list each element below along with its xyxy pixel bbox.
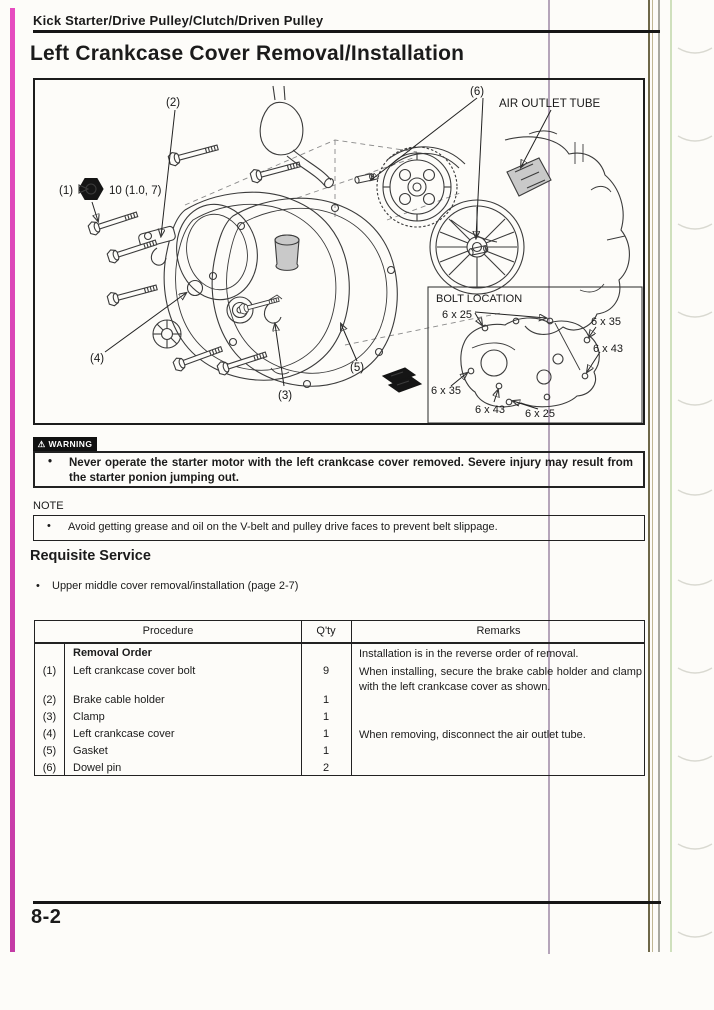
warning-box xyxy=(33,451,645,488)
bullet: • xyxy=(36,580,40,592)
remarks-text: When removing, disconnect the air outlet tube. xyxy=(359,729,586,741)
page-number: 8-2 xyxy=(31,906,62,928)
removal-order-label: Removal Order xyxy=(73,647,152,659)
row-qty: 1 xyxy=(322,745,330,757)
left-crankcase-cover xyxy=(153,192,349,380)
torque-nut-icon xyxy=(79,179,103,200)
header-rule xyxy=(33,30,660,33)
row-qty: 1 xyxy=(322,728,330,740)
requisite-service-item xyxy=(36,580,298,592)
page-edge-line xyxy=(658,0,660,952)
bullet: • xyxy=(48,456,53,468)
note-box xyxy=(33,515,645,541)
inset-bolt-points xyxy=(468,318,590,405)
page-edge-line xyxy=(670,0,672,952)
exploded-view-diagram xyxy=(35,80,643,423)
callout-5-label: (5) xyxy=(350,362,365,374)
air-outlet-tube-label: AIR OUTLET TUBE xyxy=(499,98,601,110)
bolt-location-inset xyxy=(428,287,642,423)
air-outlet-duct xyxy=(507,158,551,196)
row-num: (6) xyxy=(42,762,57,774)
inset-bolt-label: 6 x 43 xyxy=(593,343,623,355)
row-num: (5) xyxy=(42,745,57,757)
inset-bolt-label: 6 x 25 xyxy=(525,408,555,420)
page-title: Left Crankcase Cover Removal/Installation xyxy=(30,42,465,65)
inset-bolt-label: 6 x 43 xyxy=(475,404,505,416)
warning-tab-label: WARNING xyxy=(48,439,93,449)
page-edge-line xyxy=(652,0,653,952)
requisite-service-heading: Requisite Service xyxy=(30,548,151,564)
row-procedure: Gasket xyxy=(73,745,108,757)
warning-tab xyxy=(33,437,97,451)
remarks-text: Installation is in the reverse order of removal. xyxy=(359,648,579,660)
footer-rule xyxy=(33,901,661,904)
warning-triangle-icon: ⚠ xyxy=(37,438,46,449)
left-edge-scan-line xyxy=(10,8,15,952)
warning-text: Never operate the starter motor with the left crankcase cover removed. Severe injury may result from the starter ponion jumping out. xyxy=(69,457,633,484)
callout-3-label: (3) xyxy=(278,390,293,402)
callout-6-label: (6) xyxy=(470,86,485,98)
row-procedure: Dowel pin xyxy=(73,762,122,774)
page-edge-line xyxy=(648,0,650,952)
inset-bolt-label: 6 x 35 xyxy=(431,385,461,397)
row-procedure: Left crankcase cover xyxy=(73,728,175,740)
row-qty: 1 xyxy=(322,694,330,706)
table-divider xyxy=(64,643,65,775)
row-num: (3) xyxy=(42,711,57,723)
requisite-service-item-text: Upper middle cover removal/installation (page 2-7) xyxy=(52,580,299,592)
row-procedure: Left crankcase cover bolt xyxy=(73,665,196,677)
callout-2-label: (2) xyxy=(166,97,181,109)
thumb-index-notches xyxy=(676,0,714,1010)
new-part-icon xyxy=(383,368,421,392)
inset-title: BOLT LOCATION xyxy=(436,293,523,305)
column-header-qty: Q'ty xyxy=(316,625,336,637)
note-label: NOTE xyxy=(33,500,64,512)
column-header-procedure: Procedure xyxy=(142,625,194,637)
table-divider xyxy=(351,621,352,775)
row-qty: 9 xyxy=(322,665,330,677)
row-num: (2) xyxy=(42,694,57,706)
bullet: • xyxy=(47,520,51,532)
row-procedure: Brake cable holder xyxy=(73,694,165,706)
torque-spec-label: 10 (1.0, 7) xyxy=(109,185,162,197)
breadcrumb: Kick Starter/Drive Pulley/Clutch/Driven Pulley xyxy=(33,13,324,28)
row-qty: 1 xyxy=(322,711,330,723)
note-text: Avoid getting grease and oil on the V-belt and pulley drive faces to prevent belt slippage. xyxy=(68,521,498,533)
table-header-rule xyxy=(35,642,644,644)
row-procedure: Clamp xyxy=(73,711,105,723)
procedure-table xyxy=(34,620,645,776)
remarks-text: When installing, secure the brake cable holder and clamp with the left crankcase cover as shown. xyxy=(359,666,642,693)
inset-bolt-label: 6 x 25 xyxy=(442,309,472,321)
row-num: (1) xyxy=(42,665,57,677)
callout-1-label: (1) xyxy=(59,185,74,197)
callout-4-label: (4) xyxy=(90,353,105,365)
exploded-view-figure xyxy=(33,78,645,425)
inset-bolt-label: 6 x 35 xyxy=(591,316,621,328)
column-header-remarks: Remarks xyxy=(476,625,521,637)
row-num: (4) xyxy=(42,728,57,740)
dowel-pin xyxy=(354,173,374,183)
dowel-pin xyxy=(468,245,488,255)
row-qty: 2 xyxy=(322,762,330,774)
